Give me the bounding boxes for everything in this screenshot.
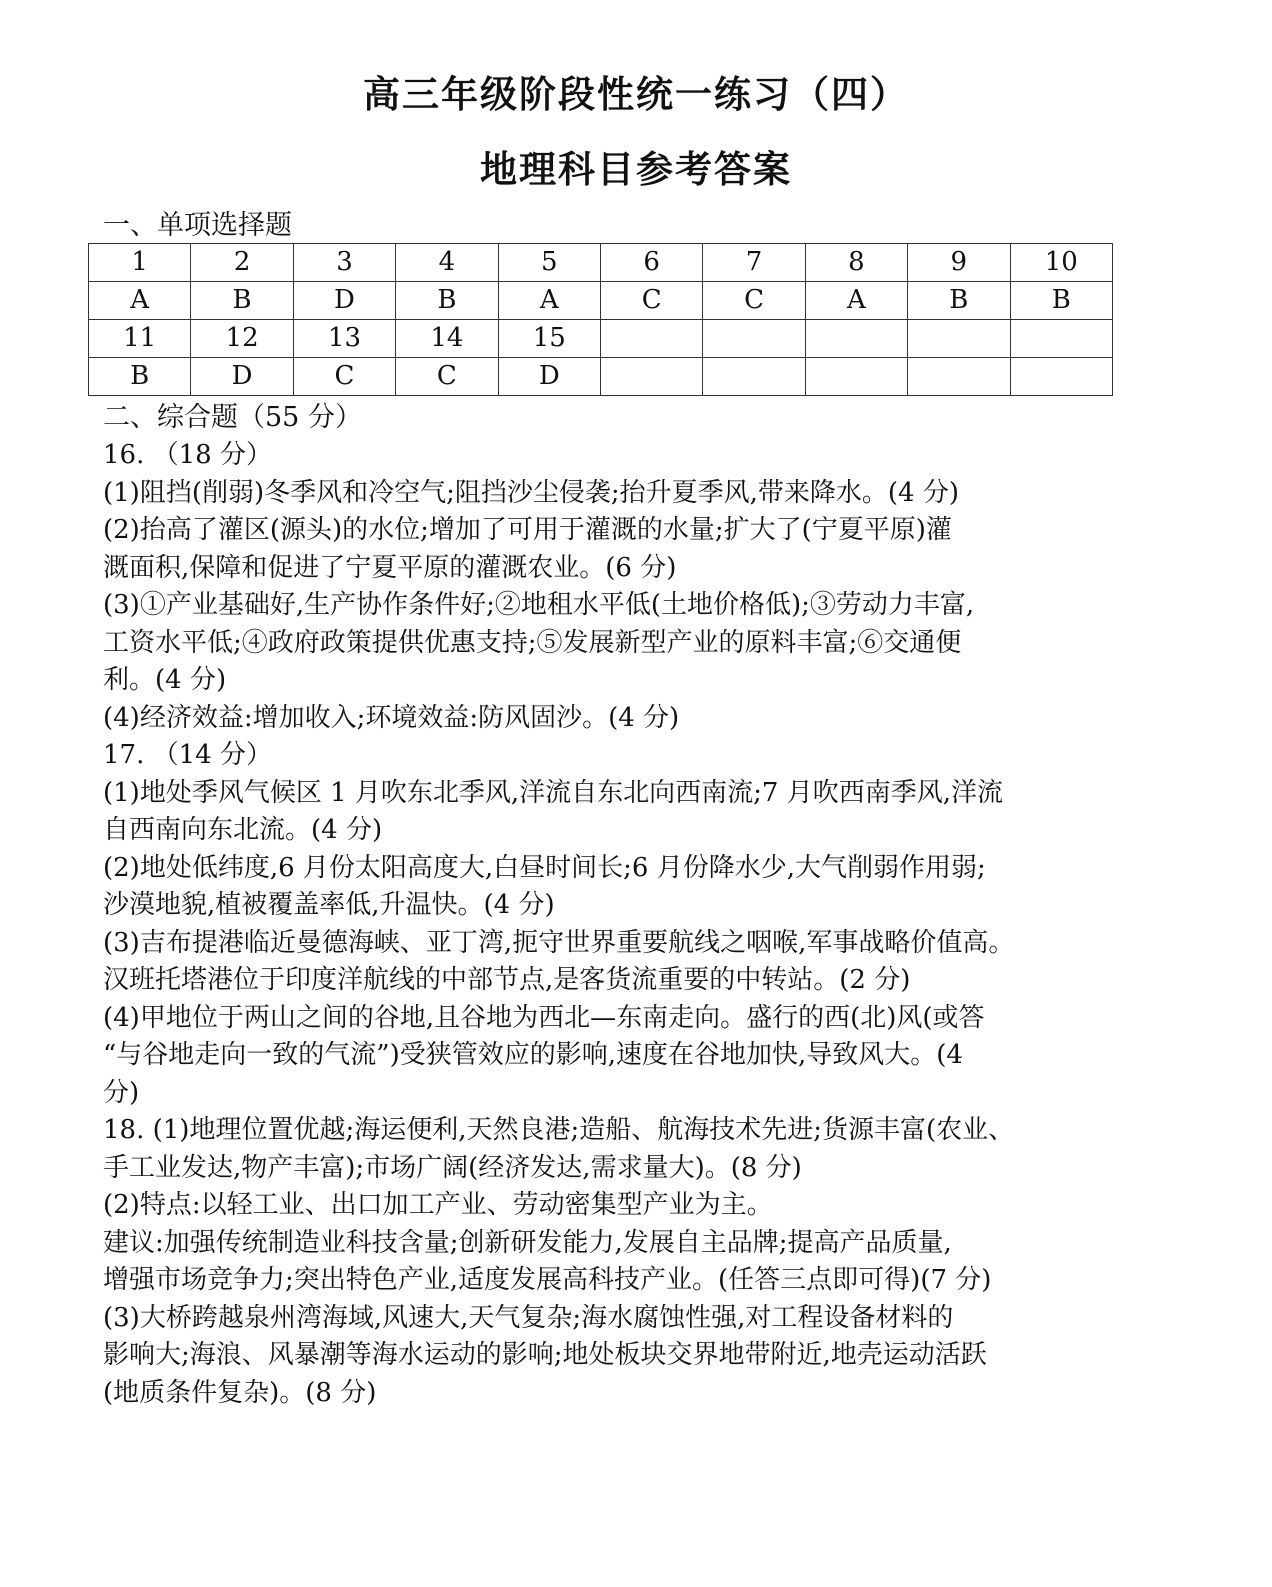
question-number-cell: 12 bbox=[191, 320, 293, 358]
answer-cell: D bbox=[191, 358, 293, 396]
answer-cell: B bbox=[89, 358, 191, 396]
answer-line: 17. （14 分） bbox=[103, 740, 272, 770]
section-heading-choice: 一、单项选择题 bbox=[103, 210, 292, 241]
document-subtitle: 地理科目参考答案 bbox=[480, 147, 792, 191]
question-number-cell: 7 bbox=[703, 244, 805, 282]
answer-line: (3)吉布提港临近曼德海峡、亚丁湾,扼守世界重要航线之咽喉,军事战略价值高。 bbox=[103, 927, 1015, 958]
answer-cell: B bbox=[908, 282, 1010, 320]
question-number-cell: 4 bbox=[396, 244, 498, 282]
answer-cell: A bbox=[805, 282, 907, 320]
answer-line: 16. （18 分） bbox=[103, 440, 272, 470]
document-title: 高三年级阶段性统一练习（四） bbox=[363, 72, 909, 116]
question-number-cell: 9 bbox=[908, 244, 1010, 282]
answer-line: 分) bbox=[103, 1077, 140, 1108]
question-number-cell bbox=[703, 320, 805, 358]
answer-cell: A bbox=[89, 282, 191, 320]
question-number-cell bbox=[600, 320, 702, 358]
question-number-cell: 3 bbox=[293, 244, 395, 282]
answer-line: (4)经济效益:增加收入;环境效益:防风固沙。(4 分) bbox=[103, 702, 680, 733]
answer-text-block bbox=[103, 437, 1123, 1412]
answer-cell: A bbox=[498, 282, 600, 320]
question-number-cell: 14 bbox=[396, 320, 498, 358]
answer-line: (4)甲地位于两山之间的谷地,且谷地为西北—东南走向。盛行的西(北)风(或答 bbox=[103, 1002, 985, 1033]
answer-cell: D bbox=[498, 358, 600, 396]
answer-line: 手工业发达,物产丰富);市场广阔(经济发达,需求量大)。(8 分) bbox=[103, 1152, 802, 1183]
answer-line: (3)①产业基础好,生产协作条件好;②地租水平低(土地价格低);③劳动力丰富, bbox=[103, 590, 975, 620]
answer-line: (地质条件复杂)。(8 分) bbox=[103, 1377, 377, 1408]
question-number-row bbox=[89, 320, 1113, 358]
answer-cell bbox=[703, 358, 805, 396]
question-number-cell: 6 bbox=[600, 244, 702, 282]
answer-line: 自西南向东北流。(4 分) bbox=[103, 815, 383, 845]
answer-line: (1)阻挡(削弱)冬季风和冷空气;阻挡沙尘侵袭;抬升夏季风,带来降水。(4 分) bbox=[103, 477, 959, 508]
answer-row bbox=[89, 282, 1113, 320]
section-heading-comprehensive: 二、综合题（55 分） bbox=[103, 402, 362, 433]
answer-line: 增强市场竞争力;突出特色产业,适度发展高科技产业。(任答三点即可得)(7 分) bbox=[103, 1265, 992, 1295]
answer-line: 沙漠地貌,植被覆盖率低,升温快。(4 分) bbox=[103, 890, 555, 920]
answer-cell bbox=[1010, 358, 1112, 396]
answer-line: 影响大;海浪、风暴潮等海水运动的影响;地处板块交界地带附近,地壳运动活跃 bbox=[103, 1340, 987, 1370]
answer-line: 溉面积,保障和促进了宁夏平原的灌溉农业。(6 分) bbox=[103, 552, 677, 583]
answer-cell bbox=[805, 358, 907, 396]
answer-row bbox=[89, 358, 1113, 396]
question-number-cell: 10 bbox=[1010, 244, 1112, 282]
answer-line: (3)大桥跨越泉州湾海域,风速大,天气复杂;海水腐蚀性强,对工程设备材料的 bbox=[103, 1302, 954, 1333]
answer-cell: C bbox=[293, 358, 395, 396]
answer-line: 汉班托塔港位于印度洋航线的中部节点,是客货流重要的中转站。(2 分) bbox=[103, 965, 911, 995]
answer-cell: B bbox=[191, 282, 293, 320]
answer-cell: D bbox=[293, 282, 395, 320]
answer-line: (2)地处低纬度,6 月份太阳高度大,白昼时间长;6 月份降水少,大气削弱作用弱; bbox=[103, 852, 986, 883]
answer-line: 利。(4 分) bbox=[103, 665, 227, 695]
answer-line: (1)地处季风气候区 1 月吹东北季风,洋流自东北向西南流;7 月吹西南季风,洋流 bbox=[103, 777, 1003, 808]
question-number-cell bbox=[1010, 320, 1112, 358]
answer-line: 18. (1)地理位置优越;海运便利,天然良港;造船、航海技术先进;货源丰富(农业、 bbox=[103, 1115, 1015, 1145]
question-number-row bbox=[89, 244, 1113, 282]
question-number-cell: 13 bbox=[293, 320, 395, 358]
question-number-cell bbox=[805, 320, 907, 358]
answer-line: “与谷地走向一致的气流”)受狭管效应的影响,速度在谷地加快,导致风大。(4 bbox=[103, 1040, 963, 1070]
question-number-cell: 1 bbox=[89, 244, 191, 282]
answer-cell: B bbox=[1010, 282, 1112, 320]
question-number-cell: 8 bbox=[805, 244, 907, 282]
answer-cell: C bbox=[703, 282, 805, 320]
question-number-cell: 2 bbox=[191, 244, 293, 282]
answer-cell bbox=[600, 358, 702, 396]
answer-line: 建议:加强传统制造业科技含量;创新研发能力,发展自主品牌;提高产品质量, bbox=[103, 1227, 952, 1258]
answer-line: 工资水平低;④政府政策提供优惠支持;⑤发展新型产业的原料丰富;⑥交通便 bbox=[103, 627, 962, 658]
answer-line: (2)特点:以轻工业、出口加工产业、劳动密集型产业为主。 bbox=[103, 1190, 773, 1220]
question-number-cell: 5 bbox=[498, 244, 600, 282]
answer-table bbox=[88, 243, 1113, 396]
answer-line: (2)抬高了灌区(源头)的水位;增加了可用于灌溉的水量;扩大了(宁夏平原)灌 bbox=[103, 515, 952, 545]
answer-cell: C bbox=[600, 282, 702, 320]
question-number-cell: 11 bbox=[89, 320, 191, 358]
question-number-cell bbox=[908, 320, 1010, 358]
answer-cell: C bbox=[396, 358, 498, 396]
answer-cell bbox=[908, 358, 1010, 396]
question-number-cell: 15 bbox=[498, 320, 600, 358]
answer-cell: B bbox=[396, 282, 498, 320]
